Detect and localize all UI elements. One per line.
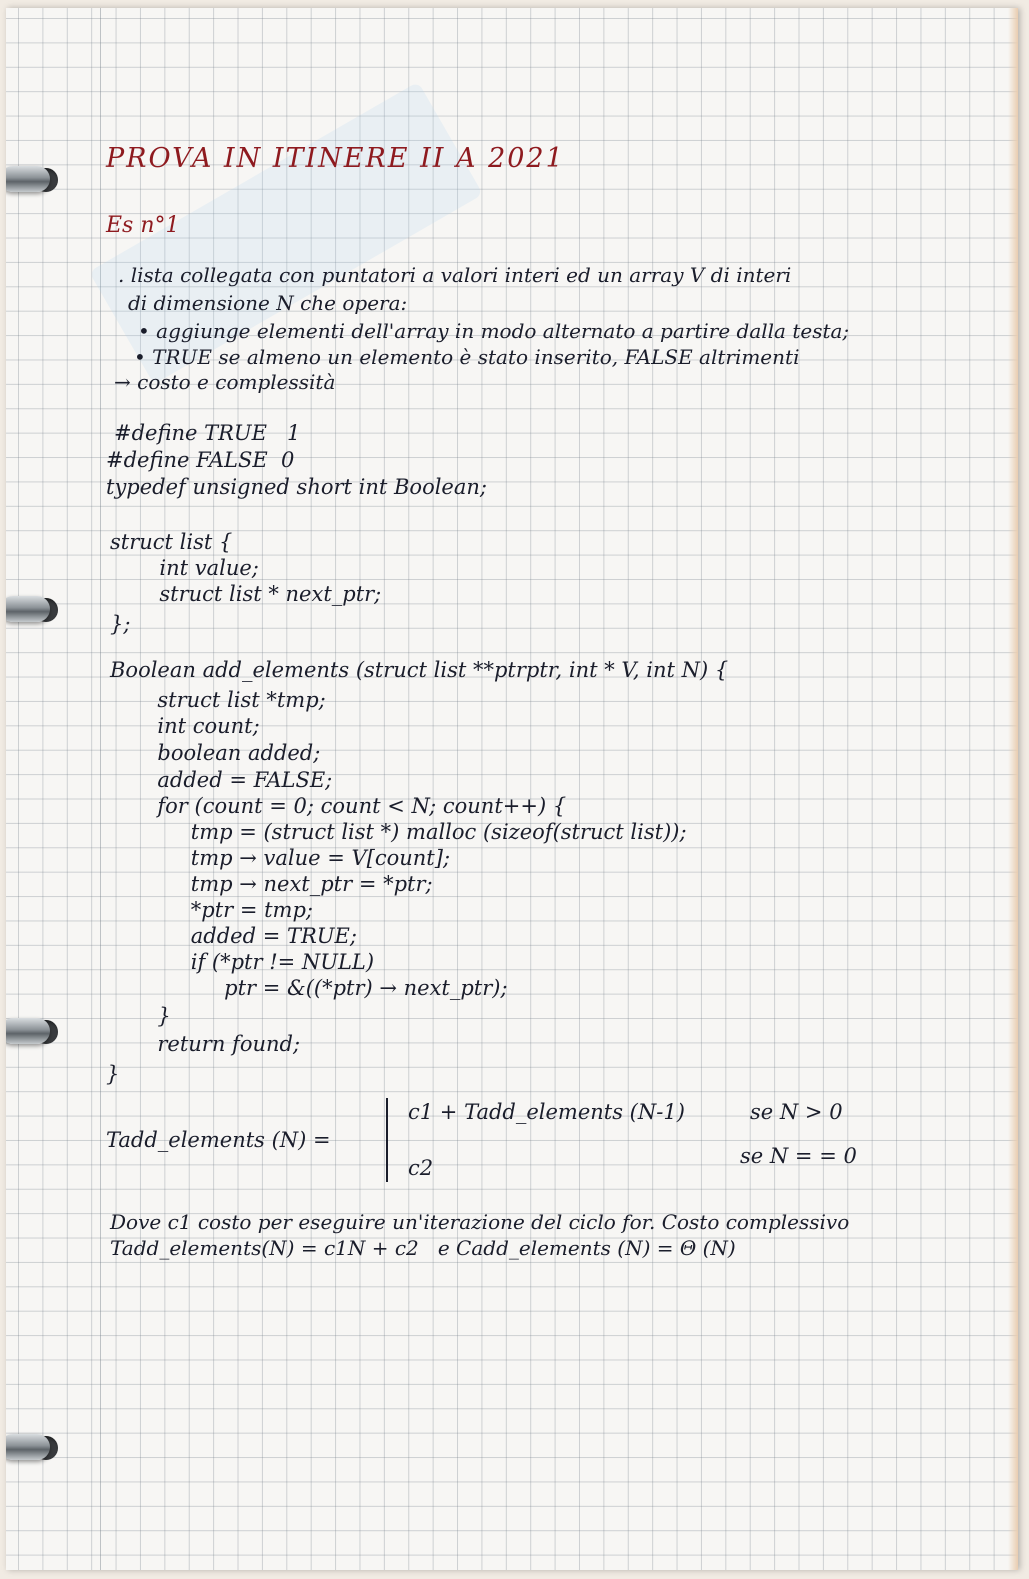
cost-lhs: Tadd_elements (N) = xyxy=(106,1128,331,1152)
ring-metal xyxy=(6,1018,50,1044)
description-line: . lista collegata con puntatori a valori interi ed un array V di interi xyxy=(118,263,792,287)
code-line: boolean added; xyxy=(124,741,321,765)
code-line: if (*ptr != NULL) xyxy=(124,950,375,974)
code-line: struct list *tmp; xyxy=(124,688,326,712)
description-line: → costo e complessità xyxy=(114,370,336,394)
binder-ring-4 xyxy=(6,1428,62,1468)
binder-ring-3 xyxy=(6,1012,62,1052)
page-edge xyxy=(1008,8,1018,1570)
cost-case-2-cond: se N = = 0 xyxy=(740,1144,857,1168)
code-line: *ptr = tmp; xyxy=(124,898,313,922)
cost-case-2-expr: c2 xyxy=(408,1156,434,1180)
cost-case-1-cond: se N > 0 xyxy=(750,1100,843,1124)
code-line: #define TRUE 1 xyxy=(114,421,301,445)
code-line: } xyxy=(124,1004,171,1028)
ring-metal xyxy=(6,1434,50,1460)
notebook-page xyxy=(6,8,1018,1570)
ring-metal xyxy=(6,166,50,192)
code-line: int count; xyxy=(124,714,260,738)
cases-brace xyxy=(386,1098,402,1182)
conclusion-line: Tadd_elements(N) = c1N + c2 e Cadd_elements (N) = Θ (N) xyxy=(110,1236,736,1260)
code-line: tmp → next_ptr = *ptr; xyxy=(124,872,433,896)
code-line: tmp → value = V[count]; xyxy=(124,846,451,870)
conclusion-line: Dove c1 costo per eseguire un'iterazione del ciclo for. Costo complessivo xyxy=(110,1210,850,1234)
description-line: • TRUE se almeno un elemento è stato inserito, FALSE altrimenti xyxy=(134,345,800,369)
code-line: int value; xyxy=(126,556,259,580)
code-line: return found; xyxy=(124,1032,301,1056)
code-line: #define FALSE 0 xyxy=(106,448,295,472)
exercise-label: Es n°1 xyxy=(106,213,180,238)
code-line: Boolean add_elements (struct list **ptrptr, int * V, int N) { xyxy=(110,658,729,682)
code-line: typedef unsigned short int Boolean; xyxy=(106,475,487,499)
code-line: added = FALSE; xyxy=(124,768,333,792)
code-line: for (count = 0; count < N; count++) { xyxy=(124,794,567,818)
ring-metal xyxy=(6,596,50,622)
code-line: struct list { xyxy=(110,530,233,554)
code-line: struct list * next_ptr; xyxy=(126,582,382,606)
code-line: }; xyxy=(110,612,131,636)
margin-line xyxy=(100,8,101,1570)
code-line: added = TRUE; xyxy=(124,924,357,948)
binder-ring-1 xyxy=(6,160,62,200)
code-line: } xyxy=(106,1062,120,1086)
page-title: PROVA IN ITINERE II A 2021 xyxy=(106,143,565,174)
description-line: • aggiunge elementi dell'array in modo alternato a partire dalla testa; xyxy=(138,319,850,343)
cost-case-1-expr: c1 + Tadd_elements (N-1) xyxy=(408,1100,685,1124)
binder-ring-2 xyxy=(6,590,62,630)
code-line: ptr = &((*ptr) → next_ptr); xyxy=(124,976,508,1000)
description-line: di dimensione N che opera: xyxy=(128,291,408,315)
code-line: tmp = (struct list *) malloc (sizeof(struct list)); xyxy=(124,820,687,844)
